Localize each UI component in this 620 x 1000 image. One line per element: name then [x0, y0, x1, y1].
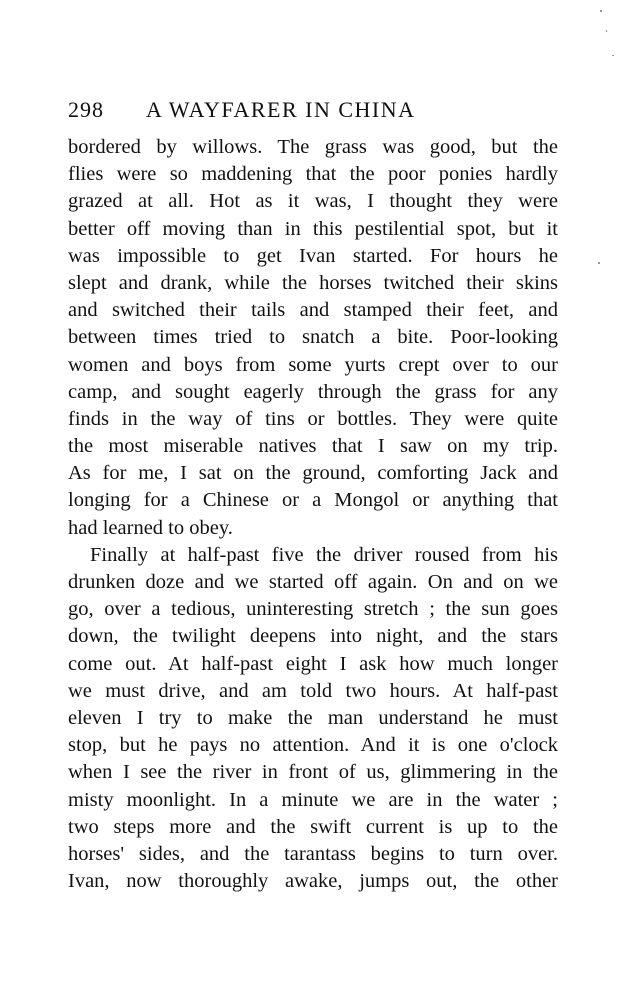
- text-line: was impossible to get Ivan started. For hours he: [68, 244, 558, 267]
- page-number: 298: [68, 97, 104, 122]
- text-line: Ivan, now thoroughly awake, jumps out, the other: [68, 870, 558, 893]
- text-line: between times tried to snatch a bite. Poor-looking: [68, 326, 558, 349]
- text-line: come out. At half-past eight I ask how much longer: [68, 652, 558, 675]
- text-line: As for me, I sat on the ground, comforting Jack and: [68, 462, 558, 485]
- text-line: bordered by willows. The grass was good, but the: [68, 136, 558, 158]
- text-line: we must drive, and am told two hours. At half-past: [68, 679, 558, 702]
- text-line: two steps more and the swift current is up to the: [68, 815, 558, 838]
- scan-speck: [598, 262, 600, 264]
- running-title: A WAYFARER IN CHINA: [146, 97, 416, 122]
- text-line: stop, but he pays no attention. And it is one o'clock: [68, 734, 558, 757]
- text-line: grazed at all. Hot as it was, I thought they were: [68, 190, 558, 213]
- text-line: flies were so maddening that the poor ponies hardly: [68, 163, 558, 186]
- body-text: [68, 134, 558, 895]
- running-head: [68, 97, 560, 127]
- text-line: slept and drank, while the horses twitched their skins: [68, 271, 558, 294]
- text-line: drunken doze and we started off again. On and on we: [68, 571, 558, 593]
- text-line: when I see the river in front of us, glimmering in the: [68, 761, 558, 784]
- text-line: camp, and sought eagerly through the grass for any: [68, 380, 558, 403]
- text-line: finds in the way of tins or bottles. They were quite: [68, 407, 558, 430]
- text-line: down, the twilight deepens into night, and the stars: [68, 625, 558, 648]
- text-line: horses' sides, and the tarantass begins to turn over.: [68, 842, 558, 865]
- text-line: misty moonlight. In a minute we are in the water ;: [68, 788, 558, 811]
- text-line: longing for a Chinese or a Mongol or anything that: [68, 489, 558, 512]
- scan-speck: [612, 55, 614, 56]
- text-line: eleven I try to make the man understand he must: [68, 706, 558, 729]
- text-line: the most miserable natives that I saw on my trip.: [68, 435, 558, 458]
- text-line: better off moving than in this pestilential spot, but it: [68, 217, 558, 240]
- text-line: go, over a tedious, uninteresting stretch ; the sun goes: [68, 598, 558, 621]
- text-line: had learned to obey.: [68, 516, 233, 539]
- text-line: Finally at half-past five the driver roused from his: [90, 543, 558, 566]
- scan-speck: [600, 10, 602, 12]
- scan-speck: [606, 30, 607, 32]
- text-line: and switched their tails and stamped their feet, and: [68, 299, 558, 322]
- text-line: women and boys from some yurts crept over to our: [68, 353, 558, 376]
